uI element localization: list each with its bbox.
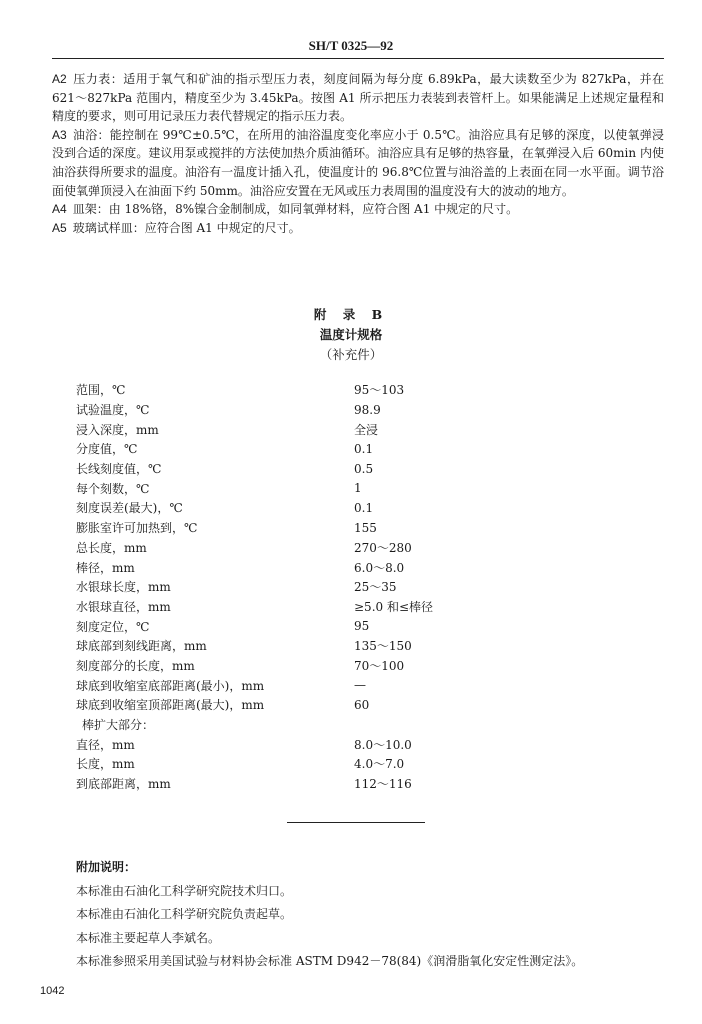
spec-value: 155	[354, 520, 377, 535]
spec-row	[76, 518, 636, 538]
notes-title: 附加说明：	[76, 860, 137, 874]
spec-table	[76, 380, 636, 793]
spec-row	[76, 715, 636, 735]
spec-value: 8.0～10.0	[354, 737, 412, 752]
page-header: SH/T 0325—92	[308, 38, 394, 53]
clause-list	[52, 70, 664, 237]
spec-key: 到底部距离，mm	[76, 777, 171, 792]
clause-a3	[52, 126, 664, 200]
spec-key: 分度值，℃	[76, 442, 138, 457]
spec-row	[76, 478, 636, 498]
clause-a4	[52, 200, 664, 219]
clause-label: A4	[52, 202, 67, 217]
spec-value: 112～116	[354, 777, 412, 792]
spec-key: 长度，mm	[76, 757, 135, 772]
spec-key: 试验温度，℃	[76, 403, 150, 418]
spec-row	[76, 656, 636, 676]
spec-value: 0.1	[354, 500, 374, 515]
notes-line: 本标准参照采用美国试验与材料协会标准 ASTM D942－78(84)《润滑脂氧化安定性测定法》。	[76, 954, 584, 968]
spec-key: 球底部到刻线距离，mm	[76, 639, 207, 654]
spec-key: 水银球直径，mm	[76, 599, 171, 614]
clause-a5	[52, 219, 664, 238]
spec-key: 水银球长度，mm	[76, 580, 171, 595]
spec-row	[76, 636, 636, 656]
spec-row	[76, 675, 636, 695]
spec-key: 球底到收缩室顶部距离(最大)，mm	[76, 698, 265, 713]
spec-row	[76, 577, 636, 597]
spec-value: 1	[354, 481, 362, 496]
spec-key: 刻度误差(最大)，℃	[76, 501, 183, 516]
spec-key: 刻度定位，℃	[76, 619, 150, 634]
spec-value: 60	[354, 697, 370, 712]
spec-value: 全浸	[354, 422, 379, 437]
spec-key: 球底到收缩室底部距离(最小)，mm	[76, 678, 265, 693]
spec-row	[76, 459, 636, 479]
additional-notes	[76, 856, 656, 974]
spec-row	[76, 400, 636, 420]
spec-value: 135～150	[354, 639, 412, 654]
spec-value: 0.1	[354, 441, 374, 456]
end-rule	[287, 822, 425, 823]
clause-label: A3	[52, 127, 67, 142]
notes-line: 本标准主要起草人李斌名。	[76, 930, 221, 945]
clause-a2	[52, 70, 664, 126]
spec-row	[76, 538, 636, 558]
spec-value: 95～103	[354, 383, 405, 398]
spec-row	[76, 498, 636, 518]
spec-row	[76, 774, 636, 794]
spec-value: 95	[354, 619, 370, 634]
spec-row	[76, 419, 636, 439]
clause-text: 玻璃试样皿：应符合图 A1 中规定的尺寸。	[72, 220, 301, 235]
appendix-subtitle: 温度计规格	[319, 327, 383, 342]
notes-line: 本标准由石油化工科学研究院技术归口。	[76, 883, 293, 898]
spec-key: 直径，mm	[76, 737, 135, 752]
spec-value: ≥5.0 和≤棒径	[354, 599, 434, 614]
spec-value: 25～35	[354, 580, 397, 595]
spec-row	[76, 734, 636, 754]
clause-text: 油浴：能控制在 99℃±0.5℃，在所用的油浴温度变化率应小于 0.5℃。油浴应具有足够的深度，以使氧弹浸没到合适的深度。建议用泵或搅拌的方法使加热介质油循环。油浴应具有足够的热容量，在氧弹浸入后 60min 内使油浴获得所要求的温度。油浴有一温度计插入孔，使温度计的 96.8℃位置与油浴盖的上表面在同一水平面。调节浴面使氧弹顶浸入在油面下约 50mm。油浴应安置在无风或压力表周围的温度没有大的波动的地方。	[52, 127, 664, 198]
spec-key: 刻度部分的长度，mm	[76, 658, 195, 673]
spec-value: 270～280	[354, 540, 412, 555]
spec-value: 4.0～7.0	[354, 757, 405, 772]
appendix-note: （补充件）	[319, 347, 383, 362]
spec-row	[76, 557, 636, 577]
spec-row	[76, 695, 636, 715]
spec-value: —	[354, 678, 366, 693]
clause-label: A2	[52, 72, 67, 86]
spec-key: 膨胀室许可加热到，℃	[76, 521, 198, 536]
spec-row	[76, 616, 636, 636]
clause-text: 皿架：由 18%铬，8%镍合金制制成，如同氧弹材料，应符合图 A1 中规定的尺寸。	[72, 202, 519, 217]
spec-key: 范围，℃	[76, 383, 126, 398]
page-number: 1042	[40, 985, 65, 997]
spec-row	[76, 597, 636, 617]
spec-row	[76, 439, 636, 459]
spec-key: 棒扩大部分：	[82, 718, 155, 733]
spec-key: 棒径，mm	[76, 560, 135, 575]
spec-row	[76, 380, 636, 400]
spec-value: 70～100	[354, 658, 405, 673]
spec-value: 98.9	[354, 402, 381, 417]
spec-key: 每个刻数，℃	[76, 481, 150, 496]
spec-key: 长线刻度值，℃	[76, 462, 162, 477]
clause-text: 压力表：适用于氧气和矿油的指示型压力表，刻度间隔为每分度 6.89kPa，最大读数至少为 827kPa，并在 621～827kPa 范围内，精度至少为 3.45kPa。按图 A1 所示把压力表装到表管杆上。如果能满足上述规定量程和精度的要求，则可用记录压力表代替规定的指示压力表。	[52, 72, 664, 124]
header-rule	[52, 58, 664, 59]
spec-key: 总长度，mm	[76, 540, 147, 555]
clause-label: A5	[52, 220, 67, 235]
appendix-title: 附 录 B	[313, 307, 389, 322]
spec-row	[76, 754, 636, 774]
notes-line: 本标准由石油化工科学研究院负责起草。	[76, 907, 293, 921]
spec-value: 6.0～8.0	[354, 560, 405, 575]
spec-key: 浸入深度，mm	[76, 422, 159, 437]
spec-value: 0.5	[354, 461, 374, 476]
